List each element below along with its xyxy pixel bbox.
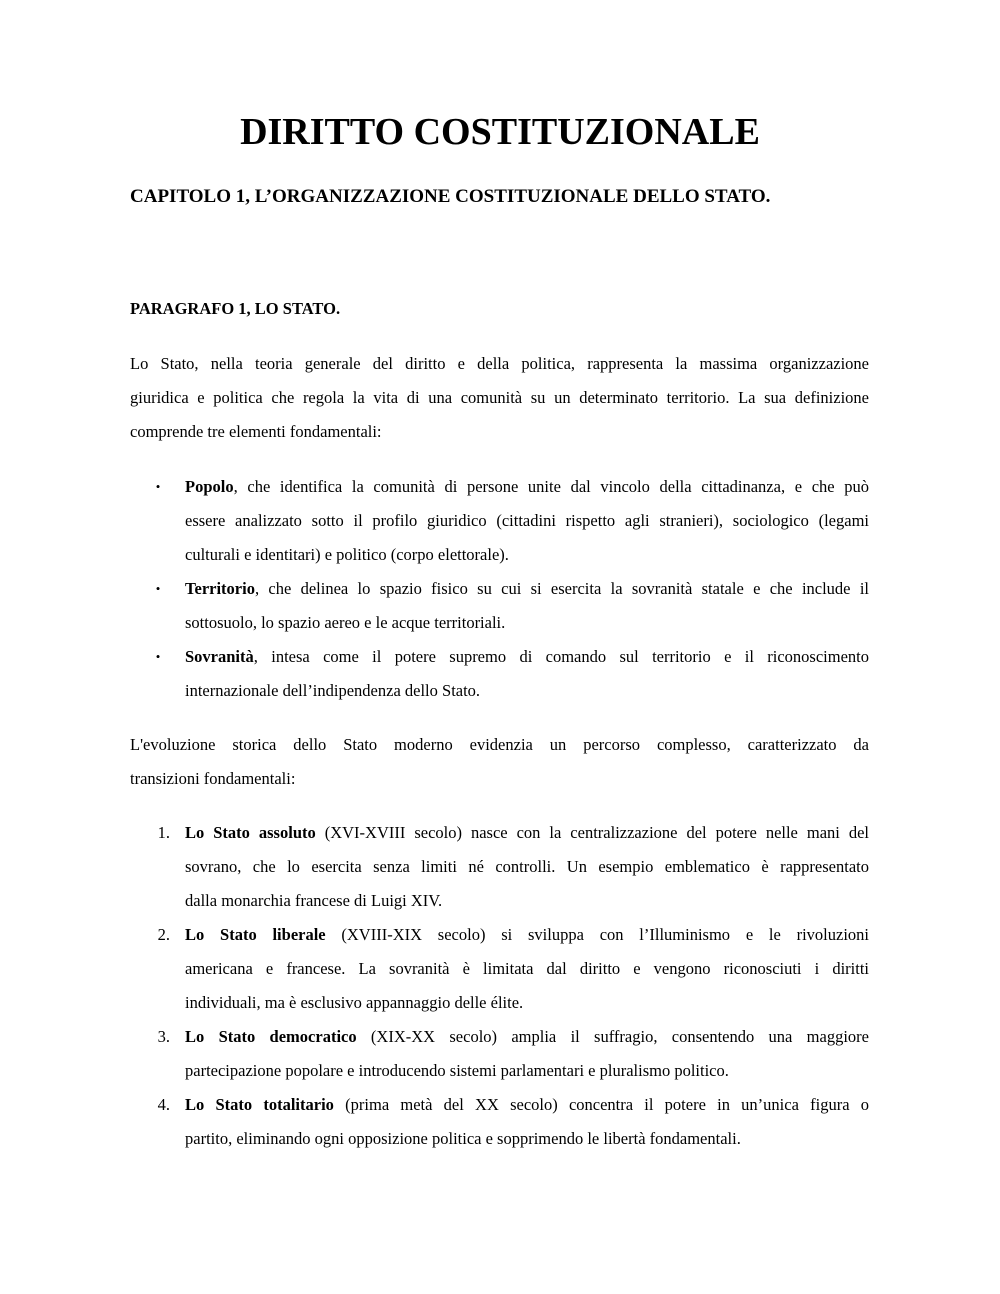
document-title: DIRITTO COSTITUZIONALE [240,111,760,153]
list-item-line: partecipazione popolare e introducendo sistemi parlamentari e pluralismo politico. [185,1061,729,1080]
evolution-line: L'evoluzione storica dello Stato moderno evidenzia un percorso complesso, caratterizzato da [130,735,869,754]
intro-paragraph [130,347,869,449]
list-item-text: , che delinea lo spazio fisico su cui si esercita la sovranità statale e che include il [254,579,869,598]
list-item-stato-democratico [130,1020,869,1088]
list-item-term: Lo Stato totalitario [185,1095,334,1114]
list-item-line [185,1088,869,1122]
list-item-text: (XIX-XX secolo) amplia il suffragio, consentendo una maggiore [356,1027,869,1046]
evolution-line: transizioni fondamentali: [130,769,296,788]
list-item-popolo [130,470,869,572]
list-item-line [185,572,869,606]
list-item-line: sottosuolo, lo spazio aereo e le acque territoriali. [185,613,506,632]
list-item-line: essere analizzato sotto il profilo giuridico (cittadini rispetto agli stranieri), sociologico (legami [185,511,869,530]
list-item-text: , intesa come il potere supremo di comando sul territorio e il riconoscimento [253,647,869,666]
evolution-paragraph [130,728,869,796]
list-item-term: Popolo [185,477,234,496]
list-item-term: Lo Stato liberale [185,925,326,944]
list-item-stato-totalitario [130,1088,869,1156]
bullet-icon: • [155,479,161,494]
list-item-stato-liberale [130,918,869,1020]
list-item-line [185,918,869,952]
list-item-territorio [130,572,869,640]
list-item-line [185,640,869,674]
list-item-line [185,470,869,504]
paragraph-heading: PARAGRAFO 1, LO STATO. [130,299,341,318]
list-item-text: , che identifica la comunità di persone unite dal vincolo della cittadinanza, e che può [233,477,869,496]
intro-line: Lo Stato, nella teoria generale del diritto e della politica, rappresenta la massima organizzazione [130,354,869,373]
list-item-line [185,816,869,850]
chapter-heading: CAPITOLO 1, L’ORGANIZZAZIONE COSTITUZIONALE DELLO STATO. [130,186,771,207]
list-item-line [185,1020,869,1054]
list-item-line: sovrano, che lo esercita senza limiti né controlli. Un esempio emblematico è rappresentato [185,857,869,876]
list-number: 1. [157,823,170,842]
list-item-stato-assoluto [130,816,869,918]
elements-bullet-list [130,470,869,708]
list-item-line: dalla monarchia francese di Luigi XIV. [185,891,443,910]
list-item-line: internazionale dell’indipendenza dello Stato. [185,681,481,700]
list-item-text: (XVI-XVIII secolo) nasce con la centralizzazione del potere nelle mani del [315,823,869,842]
list-item-line: culturali e identitari) e politico (corpo elettorale). [185,545,509,564]
list-item-text: (XVIII-XIX secolo) si sviluppa con l’Illuminismo e le rivoluzioni [325,925,869,944]
list-item-term: Territorio [185,579,255,598]
bullet-icon: • [155,581,161,596]
list-number: 4. [157,1095,170,1114]
list-item-line: americana e francese. La sovranità è limitata dal diritto e vengono riconosciuti i diritti [185,959,869,978]
list-number: 2. [157,925,170,944]
list-item-text: (prima metà del XX secolo) concentra il potere in un’unica figura o [333,1095,869,1114]
list-number: 3. [157,1027,170,1046]
list-item-term: Lo Stato democratico [185,1027,357,1046]
intro-line: giuridica e politica che regola la vita di una comunità su un determinato territorio. La sua definizione [130,388,869,407]
list-item-term: Sovranità [185,647,254,666]
list-item-line: partito, eliminando ogni opposizione politica e sopprimendo le libertà fondamentali. [185,1129,741,1148]
list-item-term: Lo Stato assoluto [185,823,316,842]
intro-line: comprende tre elementi fondamentali: [130,422,382,441]
bullet-icon: • [155,649,161,664]
list-item-line: individuali, ma è esclusivo appannaggio delle élite. [185,993,524,1012]
list-item-sovranita [130,640,869,708]
stages-numbered-list [130,816,869,1156]
